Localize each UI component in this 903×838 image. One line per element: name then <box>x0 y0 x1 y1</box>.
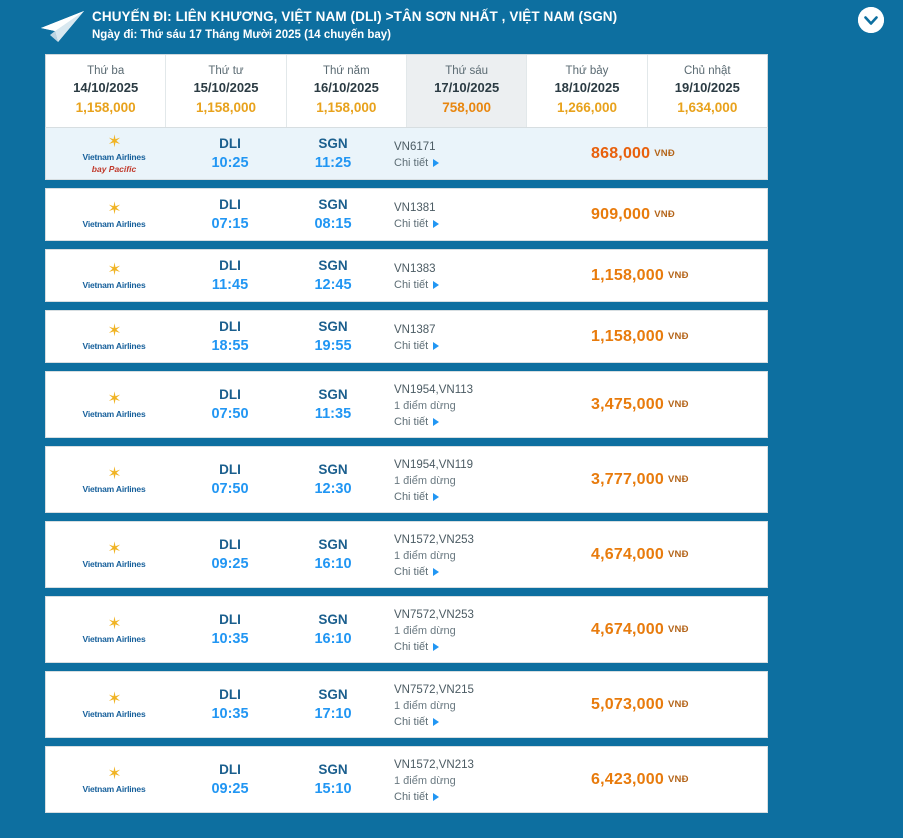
flight-row[interactable] <box>45 310 768 363</box>
flight-row[interactable] <box>45 746 768 813</box>
departure-block <box>182 250 278 301</box>
lotus-icon: ✶ <box>107 131 121 151</box>
depart-date-summary: Ngày đi: Thứ sáu 17 Tháng Mười 2025 (14 chuyến bay) <box>92 29 391 41</box>
departure-time: 07:50 <box>211 406 249 422</box>
arrival-airport-code: SGN <box>318 197 348 212</box>
play-triangle-icon <box>433 220 439 228</box>
play-triangle-icon <box>433 643 439 651</box>
departure-time: 07:15 <box>211 216 249 232</box>
lotus-icon: ✶ <box>107 613 121 633</box>
departure-airport-code: DLI <box>219 387 241 402</box>
arrival-time: 16:10 <box>314 631 352 647</box>
date-option[interactable] <box>407 55 527 127</box>
fare-currency: VNĐ <box>667 774 689 785</box>
flight-row[interactable] <box>45 249 768 302</box>
airline-logo <box>46 372 182 437</box>
flight-detail-block <box>388 311 577 362</box>
airline-name-label: Vietnam Airlines <box>82 708 146 719</box>
date-option-dow: Thứ tư <box>208 65 244 77</box>
price-block <box>577 597 767 662</box>
flight-row[interactable] <box>45 371 768 438</box>
arrival-airport-code: SGN <box>318 537 348 552</box>
price-block <box>577 372 767 437</box>
flight-list <box>45 127 768 813</box>
header-text-block <box>92 9 617 42</box>
price-block <box>577 522 767 587</box>
date-option-price: 758,000 <box>442 100 492 115</box>
airline-name-label: Vietnam Airlines <box>82 558 146 569</box>
flight-results-board <box>45 54 768 813</box>
fare-amount: 4,674,000 <box>591 545 664 563</box>
fare-amount: 909,000 <box>591 205 651 223</box>
fare-amount: 3,475,000 <box>591 395 664 413</box>
departure-time: 11:45 <box>211 277 249 293</box>
detail-link[interactable] <box>394 216 577 232</box>
arrival-time: 12:45 <box>314 277 352 293</box>
date-option-date: 19/10/2025 <box>674 80 740 95</box>
lotus-icon: ✶ <box>107 763 121 783</box>
arrival-airport-code: SGN <box>318 612 348 627</box>
arrival-block <box>278 372 388 437</box>
departure-block <box>182 672 278 737</box>
flight-detail-block <box>388 597 577 662</box>
departure-block <box>182 522 278 587</box>
price-block <box>577 447 767 512</box>
lotus-icon: ✶ <box>107 538 121 558</box>
departure-time: 07:50 <box>211 481 249 497</box>
flight-row[interactable] <box>45 188 768 241</box>
flight-number-label: VN1387 <box>394 323 436 336</box>
flight-row[interactable] <box>45 521 768 588</box>
flight-search-header <box>0 0 903 44</box>
detail-link[interactable] <box>394 414 577 430</box>
fare-currency: VNĐ <box>667 624 689 635</box>
departure-airport-code: DLI <box>219 136 241 151</box>
stop-count-label: 1 điểm dừng <box>394 699 456 712</box>
stop-count-label: 1 điểm dừng <box>394 474 456 487</box>
paper-plane-icon <box>38 6 88 46</box>
date-option-date: 18/10/2025 <box>554 80 620 95</box>
date-option-date: 16/10/2025 <box>313 80 379 95</box>
airline-logo <box>46 597 182 662</box>
detail-link-label: Chi tiết <box>394 790 429 803</box>
detail-link-label: Chi tiết <box>394 565 429 578</box>
airline-logo <box>46 128 182 179</box>
flight-number-label: VN1954,VN119 <box>394 458 474 471</box>
price-block <box>577 189 767 240</box>
detail-link-label: Chi tiết <box>394 339 429 352</box>
collapse-toggle-button[interactable] <box>858 7 884 33</box>
airline-name-label: Vietnam Airlines <box>82 151 146 162</box>
departure-airport-code: DLI <box>219 762 241 777</box>
chevron-down-icon <box>858 7 884 33</box>
detail-link-label: Chi tiết <box>394 415 429 428</box>
date-option-date: 15/10/2025 <box>193 80 259 95</box>
fare-amount: 3,777,000 <box>591 470 664 488</box>
fare-currency: VNĐ <box>667 549 689 560</box>
airline-name-label: Vietnam Airlines <box>82 218 146 229</box>
fare-currency: VNĐ <box>654 148 675 159</box>
lotus-icon: ✶ <box>107 320 121 340</box>
flight-number-label: VN1381 <box>394 201 436 214</box>
play-triangle-icon <box>433 793 439 801</box>
play-triangle-icon <box>433 281 439 289</box>
date-option[interactable] <box>46 55 166 127</box>
airline-logo <box>46 522 182 587</box>
airline-logo <box>46 747 182 812</box>
departure-block <box>182 128 278 179</box>
arrival-block <box>278 672 388 737</box>
date-option-dow: Chủ nhật <box>683 65 731 77</box>
detail-link[interactable] <box>394 639 577 655</box>
departure-airport-code: DLI <box>219 319 241 334</box>
flight-number-label: VN7572,VN215 <box>394 683 474 696</box>
price-block <box>577 672 767 737</box>
arrival-time: 17:10 <box>314 706 352 722</box>
flight-detail-block <box>388 447 577 512</box>
flight-number-label: VN1383 <box>394 262 436 275</box>
airline-name-label: Vietnam Airlines <box>82 340 146 351</box>
price-block <box>577 128 767 179</box>
arrival-time: 15:10 <box>314 781 352 797</box>
arrival-time: 19:55 <box>314 338 352 354</box>
airline-logo <box>46 189 182 240</box>
arrival-airport-code: SGN <box>318 387 348 402</box>
flight-detail-block <box>388 747 577 812</box>
date-option-price: 1,158,000 <box>195 100 257 115</box>
detail-link[interactable] <box>394 155 577 171</box>
play-triangle-icon <box>433 493 439 501</box>
date-option[interactable] <box>527 55 647 127</box>
departure-airport-code: DLI <box>219 258 241 273</box>
arrival-block <box>278 447 388 512</box>
fare-currency: VNĐ <box>667 331 689 342</box>
stop-count-label: 1 điểm dừng <box>394 549 456 562</box>
airline-name-label: Vietnam Airlines <box>82 783 146 794</box>
price-block <box>577 747 767 812</box>
departure-time: 10:35 <box>211 631 249 647</box>
arrival-time: 12:30 <box>314 481 352 497</box>
date-option-dow: Thứ bảy <box>565 65 609 77</box>
arrival-airport-code: SGN <box>318 319 348 334</box>
date-option-price: 1,158,000 <box>316 100 377 115</box>
arrival-block <box>278 747 388 812</box>
arrival-block <box>278 311 388 362</box>
flight-row[interactable] <box>45 127 768 180</box>
detail-link-label: Chi tiết <box>394 715 429 728</box>
detail-link-label: Chi tiết <box>394 278 429 291</box>
airline-name-label: Vietnam Airlines <box>82 408 146 419</box>
departure-block <box>182 597 278 662</box>
detail-link-label: Chi tiết <box>394 640 429 653</box>
date-price-strip[interactable] <box>45 54 768 127</box>
lotus-icon: ✶ <box>107 259 121 279</box>
arrival-time: 11:35 <box>314 406 352 422</box>
detail-link-label: Chi tiết <box>394 217 429 230</box>
stop-count-label: 1 điểm dừng <box>394 774 456 787</box>
fare-currency: VNĐ <box>667 699 689 710</box>
flight-number-label: VN1572,VN213 <box>394 758 474 771</box>
stop-count-label: 1 điểm dừng <box>394 399 456 412</box>
flight-detail-block <box>388 128 577 179</box>
departure-block <box>182 372 278 437</box>
fare-amount: 1,158,000 <box>591 266 664 284</box>
detail-link-label: Chi tiết <box>394 156 429 169</box>
lotus-icon: ✶ <box>107 463 121 483</box>
play-triangle-icon <box>433 718 439 726</box>
arrival-block <box>278 250 388 301</box>
fare-currency: VNĐ <box>667 399 689 410</box>
airline-logo <box>46 311 182 362</box>
arrival-airport-code: SGN <box>318 136 348 151</box>
arrival-block <box>278 597 388 662</box>
date-option-dow: Thứ ba <box>87 65 125 77</box>
arrival-time: 08:15 <box>314 216 352 232</box>
departure-block <box>182 189 278 240</box>
stop-count-label: 1 điểm dừng <box>394 624 456 637</box>
detail-link[interactable] <box>394 564 577 580</box>
arrival-airport-code: SGN <box>318 687 348 702</box>
fare-amount: 5,073,000 <box>591 695 664 713</box>
fare-amount: 4,674,000 <box>591 620 664 638</box>
flight-detail-block <box>388 189 577 240</box>
flight-detail-block <box>388 672 577 737</box>
play-triangle-icon <box>433 159 439 167</box>
date-option[interactable] <box>287 55 407 127</box>
airline-logo <box>46 672 182 737</box>
airline-logo <box>46 250 182 301</box>
arrival-airport-code: SGN <box>318 762 348 777</box>
fare-amount: 868,000 <box>591 144 651 162</box>
arrival-block <box>278 189 388 240</box>
flight-number-label: VN1572,VN253 <box>394 533 474 546</box>
airline-name-label: Vietnam Airlines <box>82 483 146 494</box>
play-triangle-icon <box>433 568 439 576</box>
departure-airport-code: DLI <box>219 462 241 477</box>
departure-time: 10:35 <box>211 706 249 722</box>
fare-currency: VNĐ <box>667 474 689 485</box>
airline-name-label: Vietnam Airlines <box>82 279 146 290</box>
lotus-icon: ✶ <box>107 198 121 218</box>
date-option-price: 1,266,000 <box>556 100 617 115</box>
detail-link-label: Chi tiết <box>394 490 429 503</box>
date-option[interactable] <box>648 55 767 127</box>
detail-link[interactable] <box>394 489 577 505</box>
flight-detail-block <box>388 250 577 301</box>
airline-logo <box>46 447 182 512</box>
detail-link[interactable] <box>394 277 577 293</box>
departure-airport-code: DLI <box>219 197 241 212</box>
arrival-time: 16:10 <box>314 556 352 572</box>
fare-currency: VNĐ <box>654 209 675 220</box>
price-block <box>577 250 767 301</box>
flight-number-label: VN6171 <box>394 140 436 153</box>
arrival-block <box>278 522 388 587</box>
play-triangle-icon <box>433 418 439 426</box>
flight-detail-block <box>388 522 577 587</box>
detail-link[interactable] <box>394 338 577 354</box>
airline-sublogo-label: bay Pacific <box>91 163 137 174</box>
date-option-price: 1,634,000 <box>677 100 738 115</box>
flight-row[interactable] <box>45 596 768 663</box>
flight-row[interactable] <box>45 671 768 738</box>
departure-airport-code: DLI <box>219 537 241 552</box>
fare-amount: 6,423,000 <box>591 770 664 788</box>
flight-detail-block <box>388 372 577 437</box>
detail-link[interactable] <box>394 789 577 805</box>
departure-time: 18:55 <box>211 338 249 354</box>
date-option-date: 17/10/2025 <box>434 80 500 95</box>
detail-link[interactable] <box>394 714 577 730</box>
date-option[interactable] <box>166 55 286 127</box>
departure-airport-code: DLI <box>219 612 241 627</box>
lotus-icon: ✶ <box>107 688 121 708</box>
airline-name-label: Vietnam Airlines <box>82 633 146 644</box>
arrival-block <box>278 128 388 179</box>
arrival-time: 11:25 <box>314 155 352 171</box>
price-block <box>577 311 767 362</box>
departure-block <box>182 447 278 512</box>
date-option-date: 14/10/2025 <box>73 80 139 95</box>
fare-amount: 1,158,000 <box>591 327 664 345</box>
flight-number-label: VN7572,VN253 <box>394 608 474 621</box>
departure-time: 10:25 <box>211 155 249 171</box>
departure-block <box>182 311 278 362</box>
arrival-airport-code: SGN <box>318 258 348 273</box>
date-option-dow: Thứ năm <box>322 65 370 77</box>
date-option-price: 1,158,000 <box>75 100 136 115</box>
play-triangle-icon <box>433 342 439 350</box>
lotus-icon: ✶ <box>107 388 121 408</box>
flight-row[interactable] <box>45 446 768 513</box>
fare-currency: VNĐ <box>667 270 689 281</box>
departure-block <box>182 747 278 812</box>
date-option-dow: Thứ sáu <box>445 65 489 77</box>
arrival-airport-code: SGN <box>318 462 348 477</box>
departure-time: 09:25 <box>211 556 249 572</box>
departure-airport-code: DLI <box>219 687 241 702</box>
flight-number-label: VN1954,VN113 <box>394 383 474 396</box>
page-title: CHUYẾN ĐI: LIÊN KHƯƠNG, VIỆT NAM (DLI) >TÂN SƠN NHẤT , VIỆT NAM (SGN) <box>92 9 618 24</box>
departure-time: 09:25 <box>211 781 249 797</box>
